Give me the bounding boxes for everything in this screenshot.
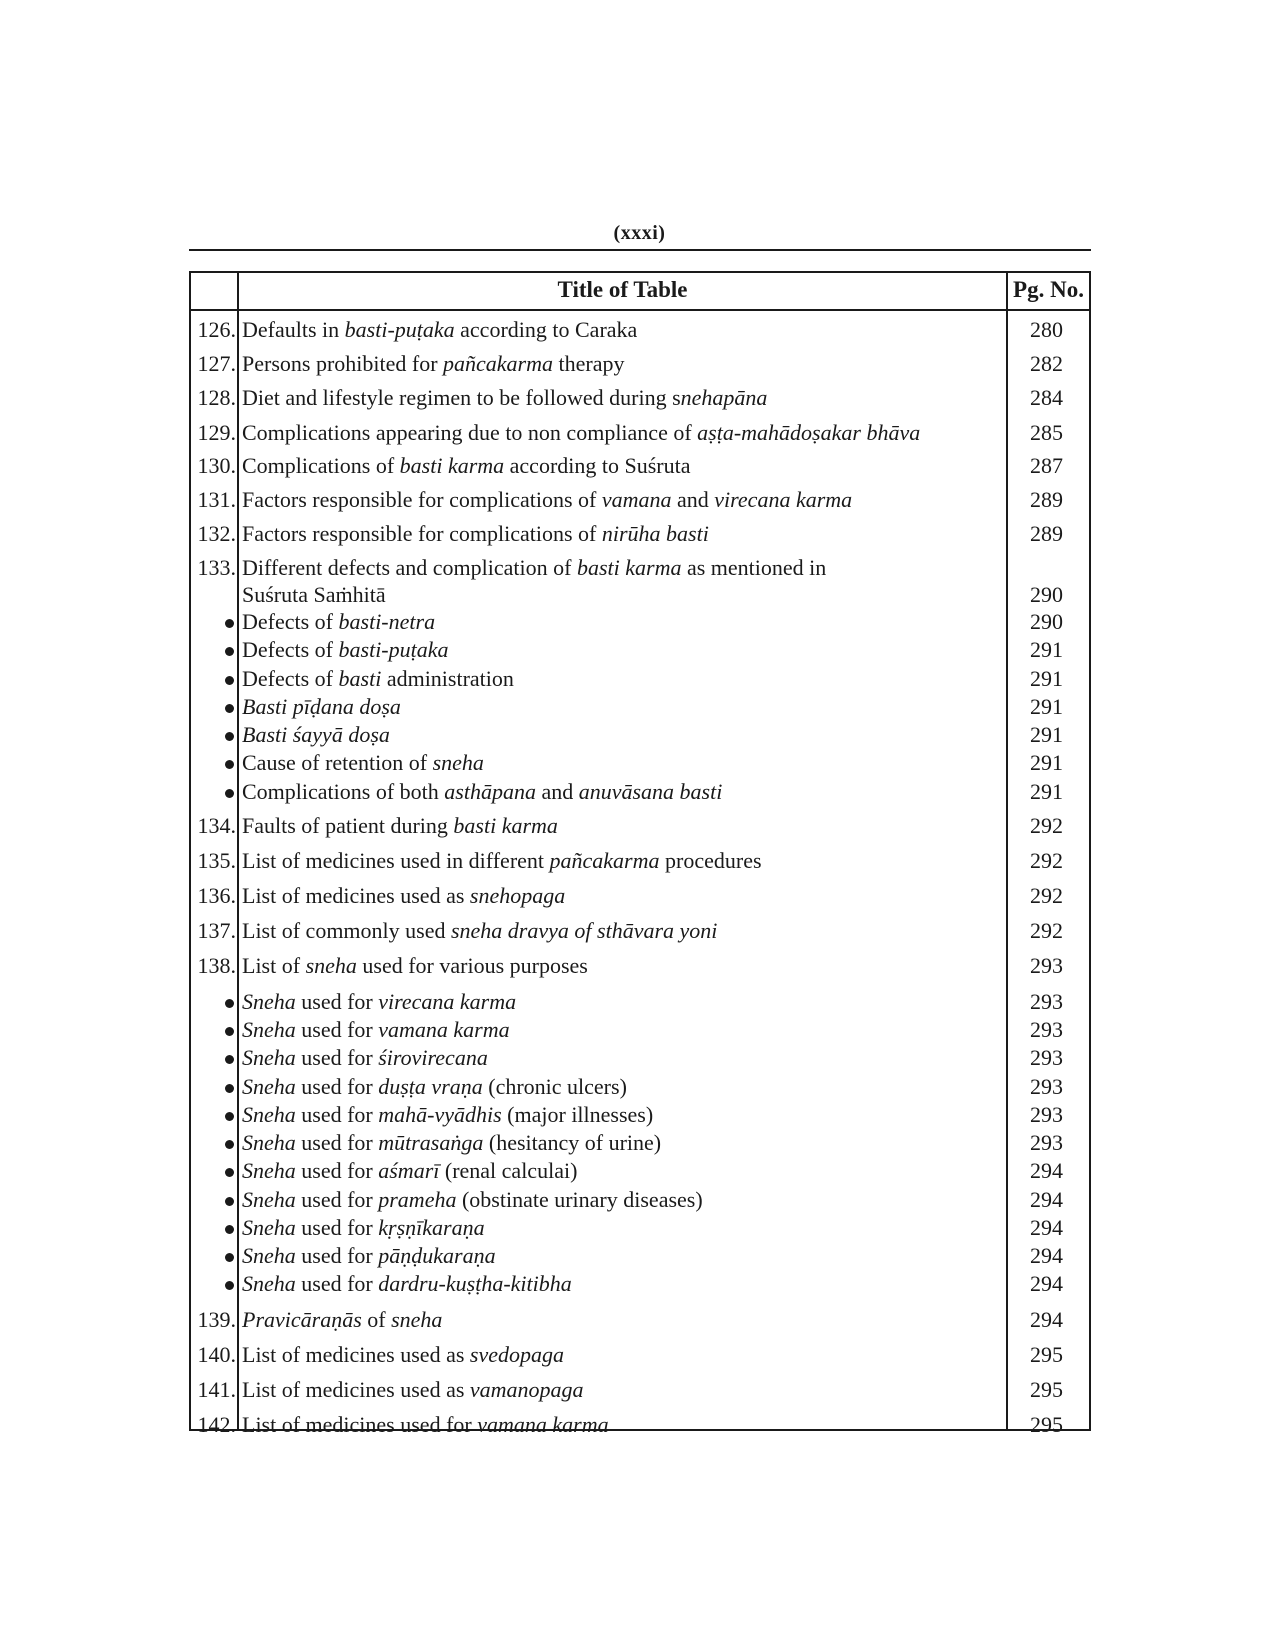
title-text: List of commonly used xyxy=(242,918,451,943)
title-italic-text: śirovirecana xyxy=(378,1045,488,1070)
title-text: procedures xyxy=(659,848,762,873)
table-row xyxy=(191,419,1089,446)
page-ref: 293 xyxy=(1030,1017,1063,1042)
table-row xyxy=(191,1376,1089,1403)
table-row-subitem xyxy=(191,721,1089,748)
title-italic-text: svedopaga xyxy=(469,1342,564,1367)
page-ref: 294 xyxy=(1030,1243,1063,1268)
table-number: 134. xyxy=(197,813,236,838)
table-number: 127. xyxy=(197,351,236,376)
title-italic-text: mūtrasaṅga xyxy=(378,1130,484,1155)
title-text: according to Caraka xyxy=(454,317,638,342)
title-text: used for xyxy=(295,989,379,1014)
title-italic-text: asthāpana xyxy=(444,779,536,804)
title-italic-text: dardru-kuṣṭha-kitibha xyxy=(378,1271,572,1296)
title-text: used for xyxy=(295,1158,379,1183)
title-text: Suśruta Saṁhitā xyxy=(242,582,386,607)
page-ref: 293 xyxy=(1030,953,1063,978)
page-ref: 284 xyxy=(1030,385,1063,410)
title-text: Persons prohibited for xyxy=(242,351,444,376)
table-title xyxy=(242,636,1002,663)
title-italic-text: kṛṣṇīkaraṇa xyxy=(378,1215,485,1240)
title-text: Defaults in xyxy=(242,317,345,342)
table-row xyxy=(191,917,1089,944)
table-number: 138. xyxy=(197,953,236,978)
title-text: and xyxy=(535,779,579,804)
table-title xyxy=(242,486,1002,513)
table-row-subitem xyxy=(191,1242,1089,1269)
title-text: (hesitancy of urine) xyxy=(483,1130,662,1155)
page-ref: 292 xyxy=(1030,918,1063,943)
table-row-subitem xyxy=(191,1186,1089,1213)
title-text: List of medicines used as xyxy=(242,1377,470,1402)
page-ref: 292 xyxy=(1030,848,1063,873)
title-text: Factors responsible for complications of xyxy=(242,487,602,512)
title-text: Cause of retention of xyxy=(242,750,433,775)
table-row xyxy=(191,554,1089,608)
table-row-subitem xyxy=(191,1044,1089,1071)
bullet-icon xyxy=(225,676,234,685)
page-ref: 294 xyxy=(1030,1187,1063,1212)
page-number: (xxxi) xyxy=(613,222,666,244)
title-text: of xyxy=(361,1307,392,1332)
title-italic-text: Sneha xyxy=(242,1158,296,1183)
header-rule xyxy=(189,249,1091,251)
table-number: 139. xyxy=(197,1307,236,1332)
table-number: 137. xyxy=(197,918,236,943)
table-row-subitem xyxy=(191,1016,1089,1043)
title-text: List of xyxy=(242,953,306,978)
title-italic-text: Sneha xyxy=(242,1215,296,1240)
page-ref: 293 xyxy=(1030,989,1063,1014)
table-row xyxy=(191,350,1089,377)
page-ref: 289 xyxy=(1030,487,1063,512)
title-text: used for xyxy=(295,1045,379,1070)
page-ref: 280 xyxy=(1030,317,1063,342)
table-title xyxy=(242,721,1002,748)
title-italic-text: nehapāna xyxy=(680,385,768,410)
bullet-icon xyxy=(225,619,234,628)
table-row-subitem xyxy=(191,778,1089,805)
bullet-icon xyxy=(225,647,234,656)
title-text: List of medicines used as xyxy=(242,1342,470,1367)
title-text: used for xyxy=(295,1215,379,1240)
bullet-icon xyxy=(225,1140,234,1149)
title-italic-text: aṣṭa-mahādoṣakar bhāva xyxy=(697,420,921,445)
table-title xyxy=(242,1016,1002,1043)
title-text: used for xyxy=(295,1187,379,1212)
table-body xyxy=(191,309,1089,1438)
page-ref: 292 xyxy=(1030,883,1063,908)
title-text: Diet and lifestyle regimen to be followed during s xyxy=(242,385,681,410)
table-row xyxy=(191,384,1089,411)
table-title xyxy=(242,812,1002,839)
title-italic-text: virecana karma xyxy=(714,487,853,512)
title-italic-text: Sneha xyxy=(242,1187,296,1212)
table-row xyxy=(191,452,1089,479)
title-text: Defects of xyxy=(242,666,339,691)
bullet-icon xyxy=(225,1281,234,1290)
bullet-icon xyxy=(225,760,234,769)
table-number: 130. xyxy=(197,453,236,478)
table-row xyxy=(191,847,1089,874)
table-row-subitem xyxy=(191,1270,1089,1297)
table-title xyxy=(242,847,1002,874)
title-italic-text: sneha xyxy=(391,1307,443,1332)
table-title xyxy=(242,778,1002,805)
column-header-title: Title of Table xyxy=(557,277,688,302)
title-text: used for xyxy=(295,1130,379,1155)
table-row xyxy=(191,952,1089,979)
table-title xyxy=(242,1306,1002,1333)
page-ref: 294 xyxy=(1030,1215,1063,1240)
title-italic-text: Sneha xyxy=(242,1271,296,1296)
page-ref: 293 xyxy=(1030,1045,1063,1070)
page-ref: 293 xyxy=(1030,1074,1063,1099)
title-text: (major illnesses) xyxy=(501,1102,654,1127)
table-title xyxy=(242,1376,1002,1403)
table-title xyxy=(242,452,1002,479)
title-text: Faults of patient during xyxy=(242,813,454,838)
table-row xyxy=(191,1411,1089,1438)
table-title xyxy=(242,350,1002,377)
title-text: (renal calculai) xyxy=(439,1158,578,1183)
title-text: Complications appearing due to non compliance of xyxy=(242,420,698,445)
table-title xyxy=(242,554,1002,608)
table-row-subitem xyxy=(191,749,1089,776)
title-italic-text: vamana xyxy=(601,487,672,512)
title-italic-text: vamana karma xyxy=(477,1412,609,1437)
page-ref: 291 xyxy=(1030,666,1063,691)
page-ref: 289 xyxy=(1030,521,1063,546)
page-ref: 294 xyxy=(1030,1271,1063,1296)
bullet-icon xyxy=(225,1027,234,1036)
title-italic-text: aśmarī xyxy=(378,1158,440,1183)
title-italic-text: Basti pīḍana doṣa xyxy=(242,694,401,719)
table-title xyxy=(242,882,1002,909)
title-italic-text: basti karma xyxy=(576,555,682,580)
title-italic-text: Basti śayyā doṣa xyxy=(242,722,390,747)
bullet-icon xyxy=(225,1225,234,1234)
bullet-icon xyxy=(225,704,234,713)
table-title xyxy=(242,1341,1002,1368)
bullet-icon xyxy=(225,789,234,798)
page-ref: 295 xyxy=(1030,1342,1063,1367)
table-row-subitem xyxy=(191,693,1089,720)
table-row xyxy=(191,520,1089,547)
table-row-subitem xyxy=(191,1101,1089,1128)
table-row xyxy=(191,1306,1089,1333)
table-row-subitem xyxy=(191,1073,1089,1100)
title-italic-text: sneha xyxy=(305,953,357,978)
title-text: used for xyxy=(295,1074,379,1099)
page-ref: 292 xyxy=(1030,813,1063,838)
table-number: 133. xyxy=(197,555,236,580)
title-text: Different defects and complication of xyxy=(242,555,577,580)
page-ref: 294 xyxy=(1030,1158,1063,1183)
table-title xyxy=(242,1186,1002,1213)
title-italic-text: snehopaga xyxy=(469,883,566,908)
table-title xyxy=(242,1044,1002,1071)
table-title xyxy=(242,1129,1002,1156)
title-text: used for various purposes xyxy=(356,953,588,978)
title-italic-text: pāṇḍukaraṇa xyxy=(378,1243,496,1268)
page-ref: 291 xyxy=(1030,779,1063,804)
title-italic-text: vamanopaga xyxy=(469,1377,584,1402)
table-row-subitem xyxy=(191,665,1089,692)
title-italic-text: nirūha basti xyxy=(601,521,709,546)
title-text: as mentioned in xyxy=(681,555,827,580)
table-title xyxy=(242,1242,1002,1269)
table-number: 141. xyxy=(197,1377,236,1402)
table-title xyxy=(242,1411,1002,1438)
table-title xyxy=(242,693,1002,720)
list-of-tables xyxy=(189,271,1091,1437)
page-ref: 290 xyxy=(1030,582,1063,607)
page-ref: 285 xyxy=(1030,420,1063,445)
table-number: 126. xyxy=(197,317,236,342)
column-header-page: Pg. No. xyxy=(1013,277,1084,302)
title-italic-text: virecana karma xyxy=(378,989,517,1014)
title-italic-text: Sneha xyxy=(242,1243,296,1268)
table-number: 128. xyxy=(197,385,236,410)
table-title xyxy=(242,419,1002,446)
page-ref: 291 xyxy=(1030,637,1063,662)
table-title xyxy=(242,384,1002,411)
table-title xyxy=(242,520,1002,547)
title-italic-text: pañcakarma xyxy=(443,351,554,376)
table-row-subitem xyxy=(191,1157,1089,1184)
title-italic-text: Sneha xyxy=(242,989,296,1014)
table-row-subitem xyxy=(191,988,1089,1015)
table-title xyxy=(242,665,1002,692)
table-row xyxy=(191,882,1089,909)
title-text: (chronic ulcers) xyxy=(482,1074,627,1099)
title-italic-text: sneha xyxy=(432,750,484,775)
table-row xyxy=(191,1341,1089,1368)
bullet-icon xyxy=(225,1197,234,1206)
page-ref: 287 xyxy=(1030,453,1063,478)
page-ref: 291 xyxy=(1030,694,1063,719)
title-italic-text: Sneha xyxy=(242,1102,296,1127)
table-number: 142. xyxy=(197,1412,236,1437)
bullet-icon xyxy=(225,1168,234,1177)
page-ref: 294 xyxy=(1030,1307,1063,1332)
title-italic-text: anuvāsana basti xyxy=(578,779,723,804)
title-italic-text: Sneha xyxy=(242,1045,296,1070)
table-number: 136. xyxy=(197,883,236,908)
page-ref: 293 xyxy=(1030,1130,1063,1155)
page-ref: 295 xyxy=(1030,1412,1063,1437)
page-ref: 282 xyxy=(1030,351,1063,376)
title-italic-text: mahā-vyādhis xyxy=(378,1102,502,1127)
table-number: 131. xyxy=(197,487,236,512)
title-text: List of medicines used for xyxy=(242,1412,478,1437)
title-text: used for xyxy=(295,1243,379,1268)
title-italic-text: duṣṭa vraṇa xyxy=(378,1074,483,1099)
table-title xyxy=(242,1073,1002,1100)
title-text: Defects of xyxy=(242,609,339,634)
title-text: used for xyxy=(295,1017,379,1042)
bullet-icon xyxy=(225,1055,234,1064)
table-row-subitem xyxy=(191,1129,1089,1156)
title-text: therapy xyxy=(553,351,625,376)
table-title xyxy=(242,1101,1002,1128)
table-title xyxy=(242,1157,1002,1184)
table-title xyxy=(242,316,1002,343)
title-text: Complications of both xyxy=(242,779,445,804)
table-title xyxy=(242,1214,1002,1241)
title-italic-text: basti-netra xyxy=(338,609,436,634)
page-ref: 291 xyxy=(1030,750,1063,775)
table-header xyxy=(191,273,1089,311)
title-italic-text: basti-puṭaka xyxy=(338,637,449,662)
title-text: Defects of xyxy=(242,637,339,662)
title-italic-text: Sneha xyxy=(242,1074,296,1099)
bullet-icon xyxy=(225,1112,234,1121)
table-title xyxy=(242,608,1002,635)
title-text: administration xyxy=(381,666,514,691)
title-text: and xyxy=(671,487,715,512)
table-number: 140. xyxy=(197,1342,236,1367)
title-italic-text: prameha xyxy=(378,1187,457,1212)
bullet-icon xyxy=(225,732,234,741)
bullet-icon xyxy=(225,999,234,1008)
page-ref: 293 xyxy=(1030,1102,1063,1127)
page-ref: 290 xyxy=(1030,609,1063,634)
page-ref: 295 xyxy=(1030,1377,1063,1402)
title-italic-text: Sneha xyxy=(242,1130,296,1155)
table-row xyxy=(191,812,1089,839)
title-italic-text: Pravicāraṇās xyxy=(242,1307,362,1332)
table-number: 129. xyxy=(197,420,236,445)
table-row xyxy=(191,316,1089,343)
title-italic-text: vamana karma xyxy=(378,1017,510,1042)
title-text: used for xyxy=(295,1102,379,1127)
table-row-subitem xyxy=(191,1214,1089,1241)
title-text: List of medicines used as xyxy=(242,883,470,908)
table-title xyxy=(242,1270,1002,1297)
title-italic-text: basti-puṭaka xyxy=(344,317,455,342)
table-title xyxy=(242,952,1002,979)
table-row xyxy=(191,486,1089,513)
table-title xyxy=(242,917,1002,944)
bullet-icon xyxy=(225,1253,234,1262)
title-text: Complications of xyxy=(242,453,400,478)
title-text: Factors responsible for complications of xyxy=(242,521,602,546)
bullet-icon xyxy=(225,1084,234,1093)
title-text: (obstinate urinary diseases) xyxy=(456,1187,703,1212)
title-text: used for xyxy=(295,1271,379,1296)
title-italic-text: basti karma xyxy=(453,813,558,838)
title-italic-text: pañcakarma xyxy=(549,848,660,873)
table-title xyxy=(242,988,1002,1015)
title-text: according to Suśruta xyxy=(504,453,691,478)
page-ref: 291 xyxy=(1030,722,1063,747)
title-italic-text: basti xyxy=(338,666,382,691)
title-text: List of medicines used in different xyxy=(242,848,550,873)
table-row-subitem xyxy=(191,608,1089,635)
title-italic-text: sneha dravya of sthāvara yoni xyxy=(450,918,718,943)
table-number: 132. xyxy=(197,521,236,546)
title-italic-text: Sneha xyxy=(242,1017,296,1042)
title-italic-text: basti karma xyxy=(399,453,505,478)
table-title xyxy=(242,749,1002,776)
table-number: 135. xyxy=(197,848,236,873)
table-row-subitem xyxy=(191,636,1089,663)
